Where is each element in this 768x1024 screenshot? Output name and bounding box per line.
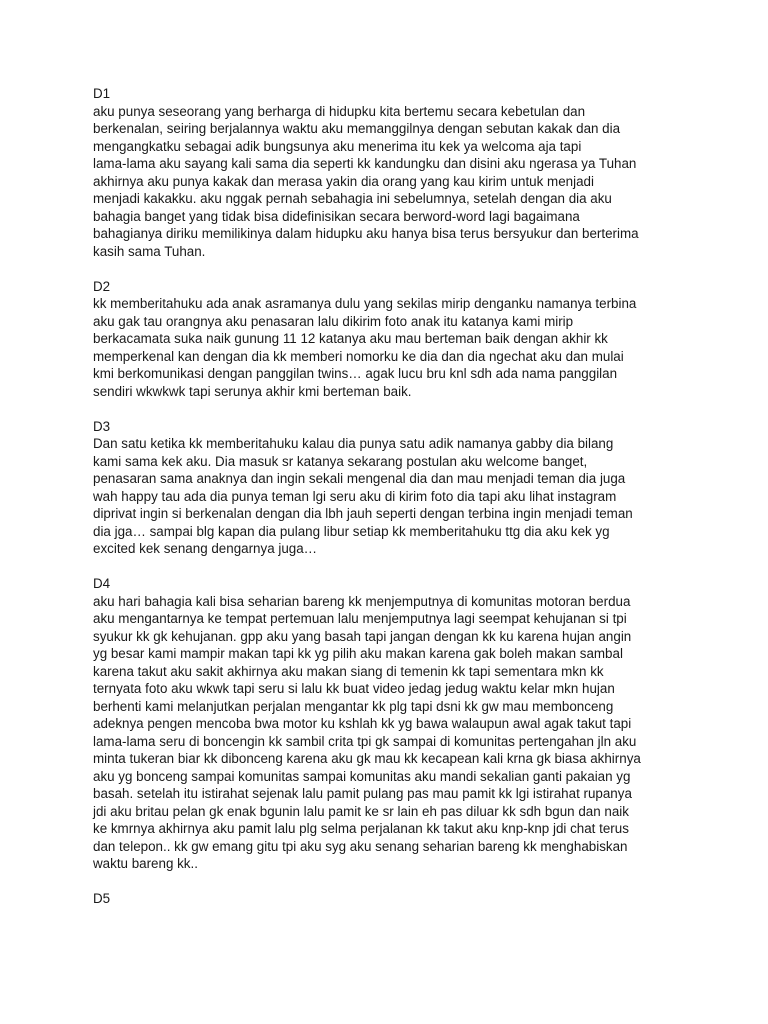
text-line: akhirnya aku punya kakak dan merasa yakin dia orang yang kau kirim untuk menjadi [93,173,594,189]
text-line: dia jga… sampai blg kapan dia pulang libur setiap kk memberitahuku ttg dia aku kek yg [93,523,610,539]
text-line: penasaran sama anaknya dan ingin sekali mengenal dia dan mau menjadi teman dia juga [93,471,626,486]
entry-heading: D3 [93,418,111,434]
text-line: yg besar kami mampir makan tapi kk yg pilih aku makan karena gak boleh makan sambal [93,646,623,661]
entry-heading: D2 [93,278,111,294]
text-line: basah. setelah itu istirahat sejenak lalu pamit pulang pas mau pamit kk lgi istirahat rupanya [93,786,632,801]
entry-d1 [93,85,693,260]
entry-d4 [93,575,693,873]
text-line: diprivat ingin si berkenalan dengan dia lbh jauh seperti dengan terbina ingin menjadi teman [93,506,633,521]
text-line: mengangkatku sebagai adik bungsunya aku menerima itu kek ya welcoma aja tapi [93,138,582,154]
text-line: ternyata foto aku wkwk tapi seru si lalu kk buat video jedag jedug waktu kelar mkn hujan [93,681,615,696]
text-line: kmi berkomunikasi dengan panggilan twins… agak lucu bru knl sdh ada nama panggilan [93,366,618,381]
document-body [93,85,693,925]
text-line: kasih sama Tuhan. [93,243,206,259]
text-line: bahagianya diriku memilikinya dalam hidupku aku hanya bisa terus bersyukur dan berterima [93,226,639,241]
text-line: berkacamata suka naik gunung 11 12 katanya aku mau berteman baik dengan akhir kk [93,331,608,346]
entry-d3 [93,418,693,558]
entry-d5 [93,890,693,908]
text-line: kami sama kek aku. Dia masuk sr katanya sekarang postulan aku welcome banget, [93,453,588,469]
text-line: syukur kk gk kehujanan. gpp aku yang basah tapi jangan dengan kk ku karena hujan angin [93,628,632,644]
text-line: excited kek senang dengarnya juga… [93,541,318,556]
text-line: lama-lama seru di boncengin kk sambil crita tpi gk sampai di komunitas pertengahan jln aku [93,733,637,749]
text-line: memperkenal kan dengan dia kk memberi nomorku ke dia dan dia ngechat aku dan mulai [93,348,624,364]
text-line: bahagia banget yang tidak bisa didefinisikan secara berword-word lagi bagaimana [93,208,580,224]
text-line: karena takut aku sakit akhirnya aku makan siang di temenin kk tapi sementara mkn kk [93,663,604,679]
text-line: wah happy tau ada dia punya teman lgi seru aku di kirim foto dia tapi aku lihat instagram [93,488,617,504]
text-line: ke kmrnya akhirnya aku pamit lalu plg selma perjalanan kk takut aku knp-knp jdi chat terus [93,821,629,836]
text-line: aku yg bonceng sampai komunitas sampai komunitas aku mandi sekalian ganti pakaian yg [93,768,631,784]
text-line: berhenti kami melanjutkan perjalan mengantar kk plg tapi dsni kk gw mau membonceng [93,698,614,714]
entry-heading: D4 [93,576,111,591]
text-line: lama-lama aku sayang kali sama dia seperti kk kandungku dan disini aku ngerasa ya Tuhan [93,156,637,171]
text-line: sendiri wkwkwk tapi serunya akhir kmi berteman baik. [93,383,412,399]
text-line: menjadi kakakku. aku nggak pernah sebahagia ini sebelumnya, setelah dengan dia aku [93,191,612,206]
text-line: waktu bareng kk.. [93,856,198,871]
text-line: adeknya pengen mencoba bwa motor ku kshlah kk yg bawa walaupun awal agak takut tapi [93,716,632,731]
text-line: Dan satu ketika kk memberitahuku kalau dia punya satu adik namanya gabby dia bilang [93,436,614,451]
entry-heading: D1 [93,86,111,101]
text-line: aku punya seseorang yang berharga di hidupku kita bertemu secara kebetulan dan [93,103,586,119]
text-line: kk memberitahuku ada anak asramanya dulu yang sekilas mirip denganku namanya terbina [93,296,637,311]
text-line: aku mengantarnya ke tempat pertemuan lalu menjemputnya lagi seempat kehujanan si tpi [93,611,627,626]
entry-d2 [93,278,693,401]
text-line: berkenalan, seiring berjalannya waktu aku memanggilnya dengan sebutan kakak dan dia [93,121,621,136]
text-line: jdi aku britau pelan gk enak bgunin lalu pamit ke sr lain eh pas diluar kk sdh bgun dan naik [93,803,629,819]
text-line: aku gak tau orangnya aku penasaran lalu dikirim foto anak itu katanya kami mirip [93,313,574,329]
text-line: aku hari bahagia kali bisa seharian bareng kk menjemputnya di komunitas motoran berdua [93,593,631,609]
text-line: minta tukeran biar kk dibonceng karena aku gk mau kk kecapean kali krna gk biasa akhirnya [93,751,641,766]
entry-heading: D5 [93,891,111,906]
text-line: dan telepon.. kk gw emang gitu tpi aku syg aku senang seharian bareng kk menghabiskan [93,838,628,854]
